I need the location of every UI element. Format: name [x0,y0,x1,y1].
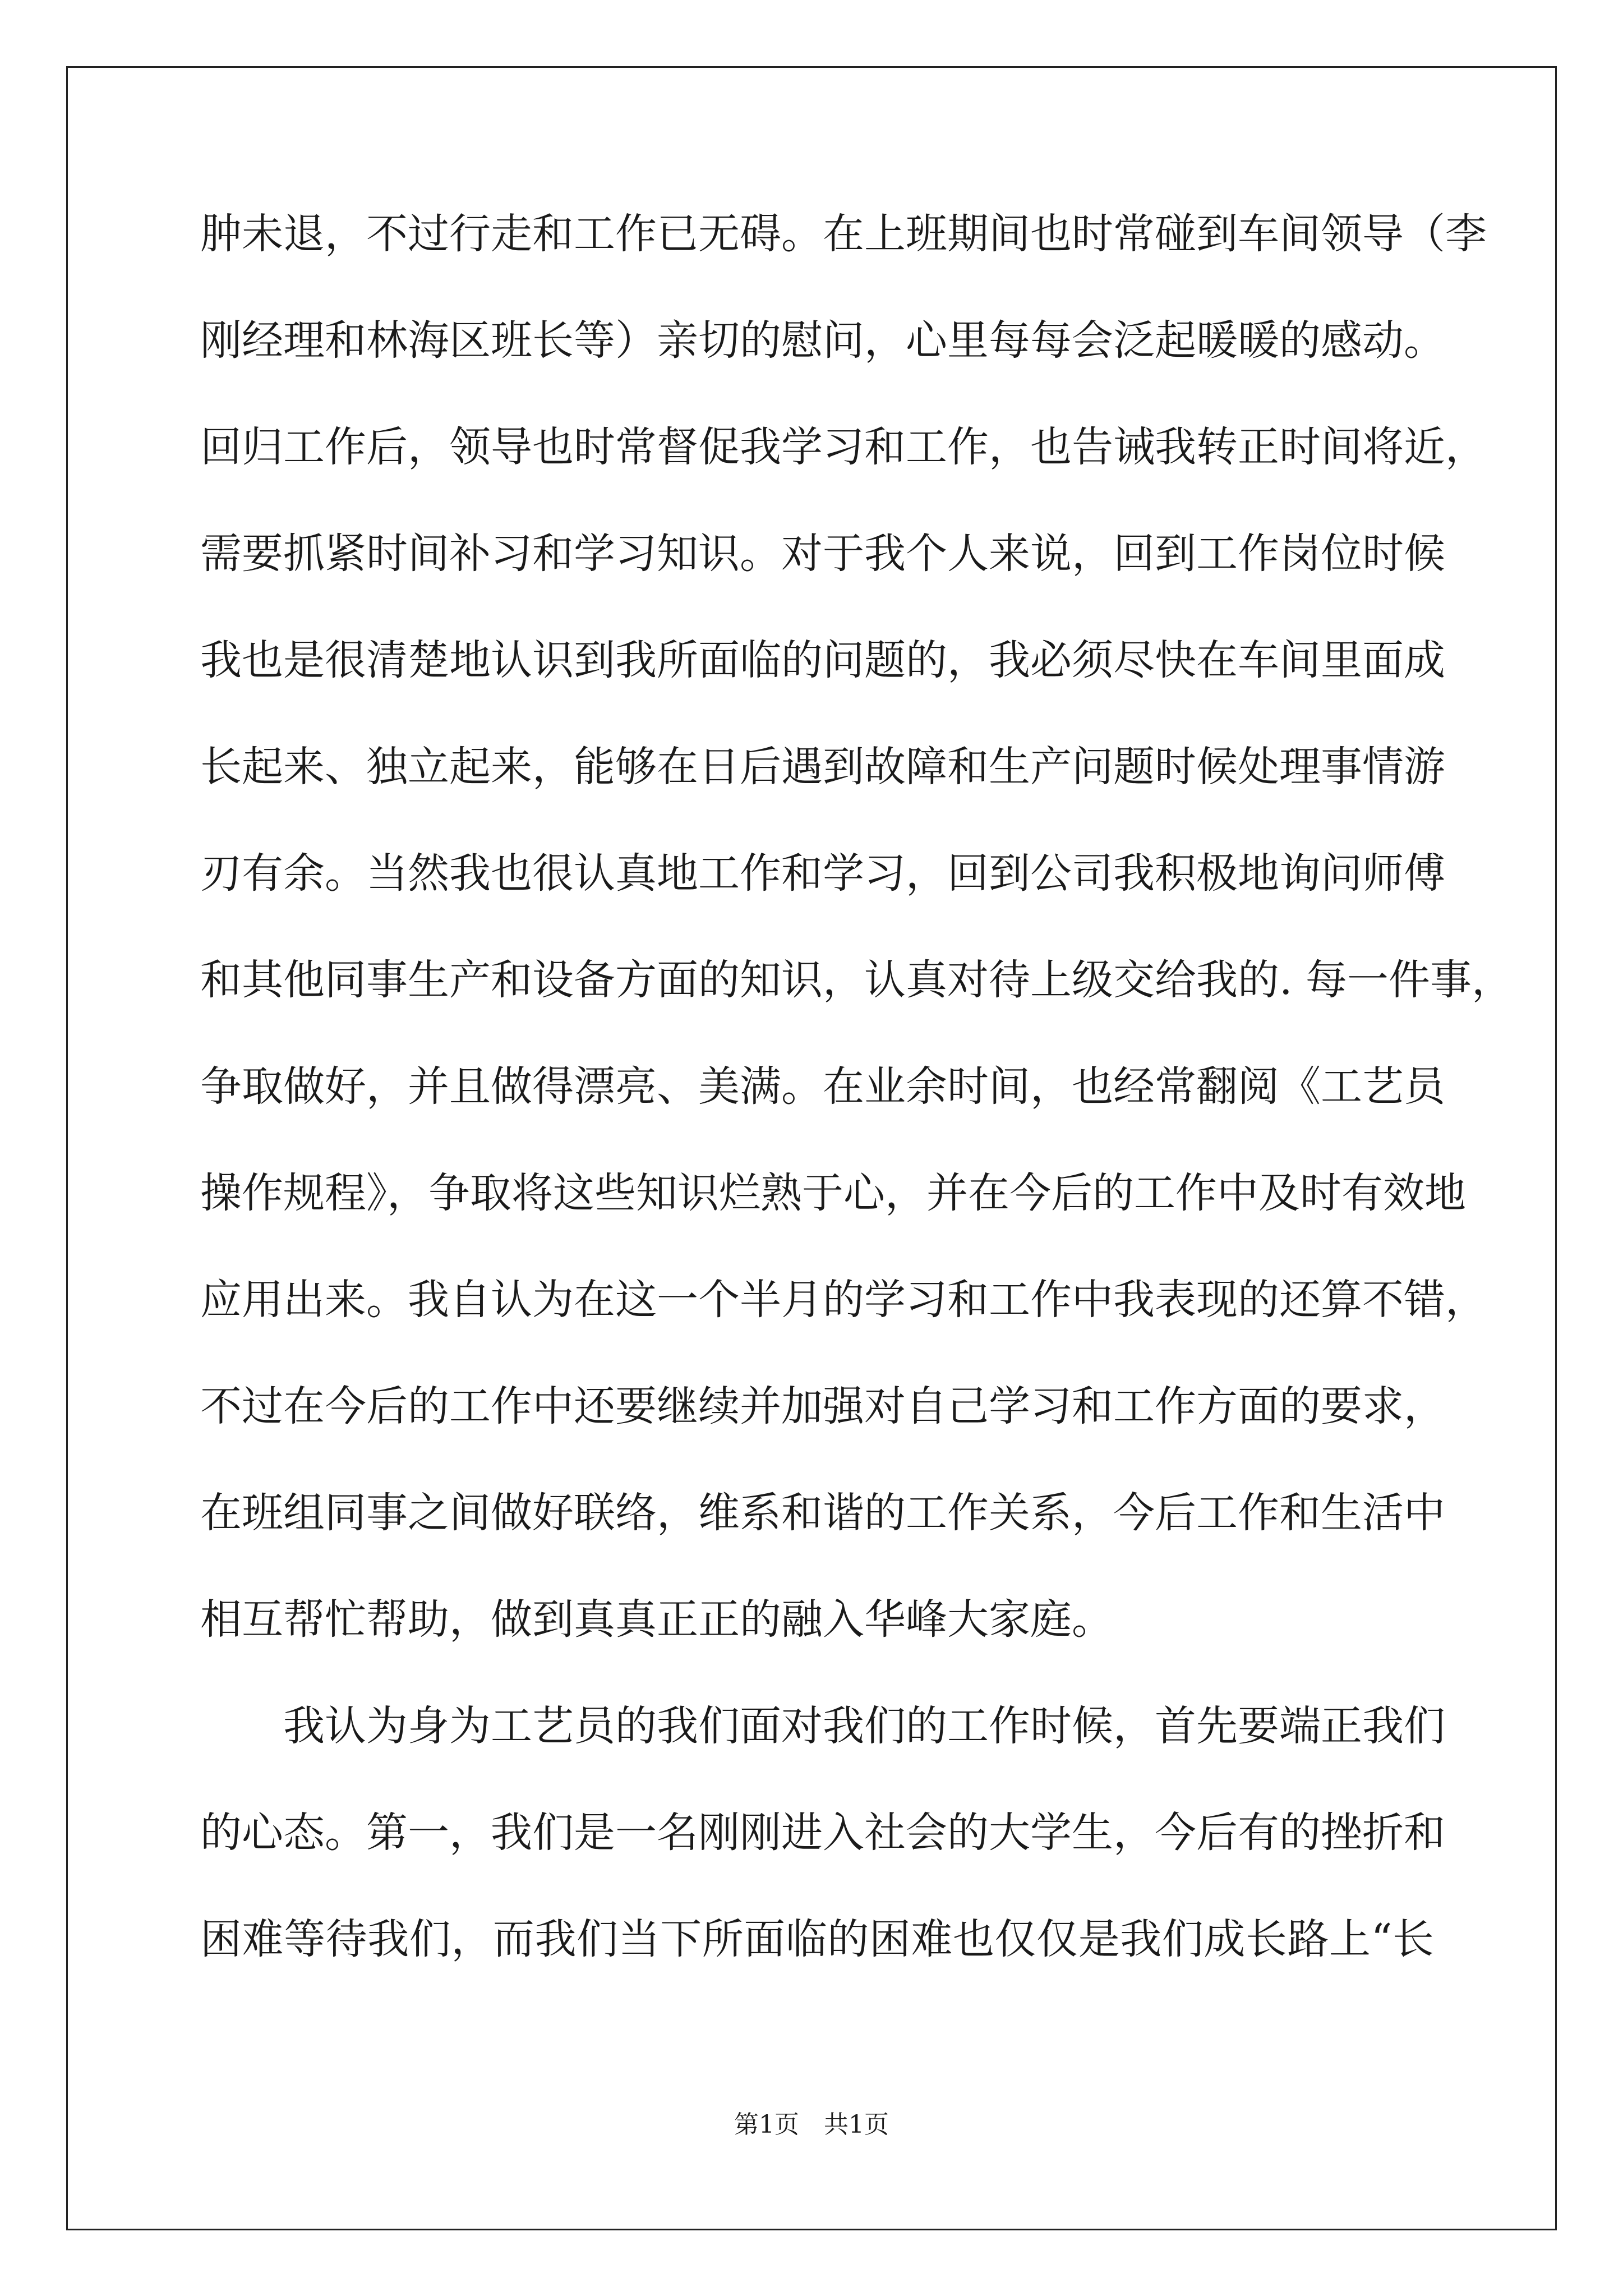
text-line: 刃有余。当然我也很认真地工作和学习，回到公司我积极地询问师傅 [200,849,1445,898]
text-line: 争取做好，并且做得漂亮、美满。在业余时间，也经常翻阅《工艺员 [200,1062,1445,1111]
text-line: 在班组同事之间做好联络，维系和谐的工作关系，今后工作和生活中 [200,1489,1445,1537]
document-body [200,210,1514,2025]
text-line: 长起来、独立起来，能够在日后遇到故障和生产问题时候处理事情游 [200,743,1445,791]
text-line: 刚经理和林海区班长等）亲切的慰问，心里每每会泛起暖暖的感动。 [200,316,1445,365]
page-footer: 第1页 共1页 [734,2110,889,2139]
text-line: 我认为身为工艺员的我们面对我们的工作时候，首先要端正我们 [283,1702,1445,1750]
text-line: 和其他同事生产和设备方面的知识，认真对待上级交给我的. 每一件事， [200,956,1514,1004]
text-line: 肿未退，不过行走和工作已无碍。在上班期间也时常碰到车间领导（李 [200,210,1487,258]
text-line: 困难等待我们，而我们当下所面临的困难也仅仅是我们成长路上“长 [200,1915,1434,1963]
text-line: 应用出来。我自认为在这一个半月的学习和工作中我表现的还算不错， [200,1276,1487,1324]
text-line: 操作规程》，争取将这些知识烂熟于心，并在今后的工作中及时有效地 [200,1169,1466,1217]
text-line: 的心态。第一，我们是一名刚刚进入社会的大学生，今后有的挫折和 [200,1809,1445,1857]
text-line: 我也是很清楚地认识到我所面临的问题的，我必须尽快在车间里面成 [200,636,1445,684]
text-line: 回归工作后，领导也时常督促我学习和工作，也告诫我转正时间将近， [200,423,1487,471]
text-line: 需要抓紧时间补习和学习知识。对于我个人来说，回到工作岗位时候 [200,530,1445,578]
text-line: 相互帮忙帮助，做到真真正正的融入华峰大家庭。 [200,1595,1113,1644]
text-line: 不过在今后的工作中还要继续并加强对自己学习和工作方面的要求， [200,1382,1445,1430]
